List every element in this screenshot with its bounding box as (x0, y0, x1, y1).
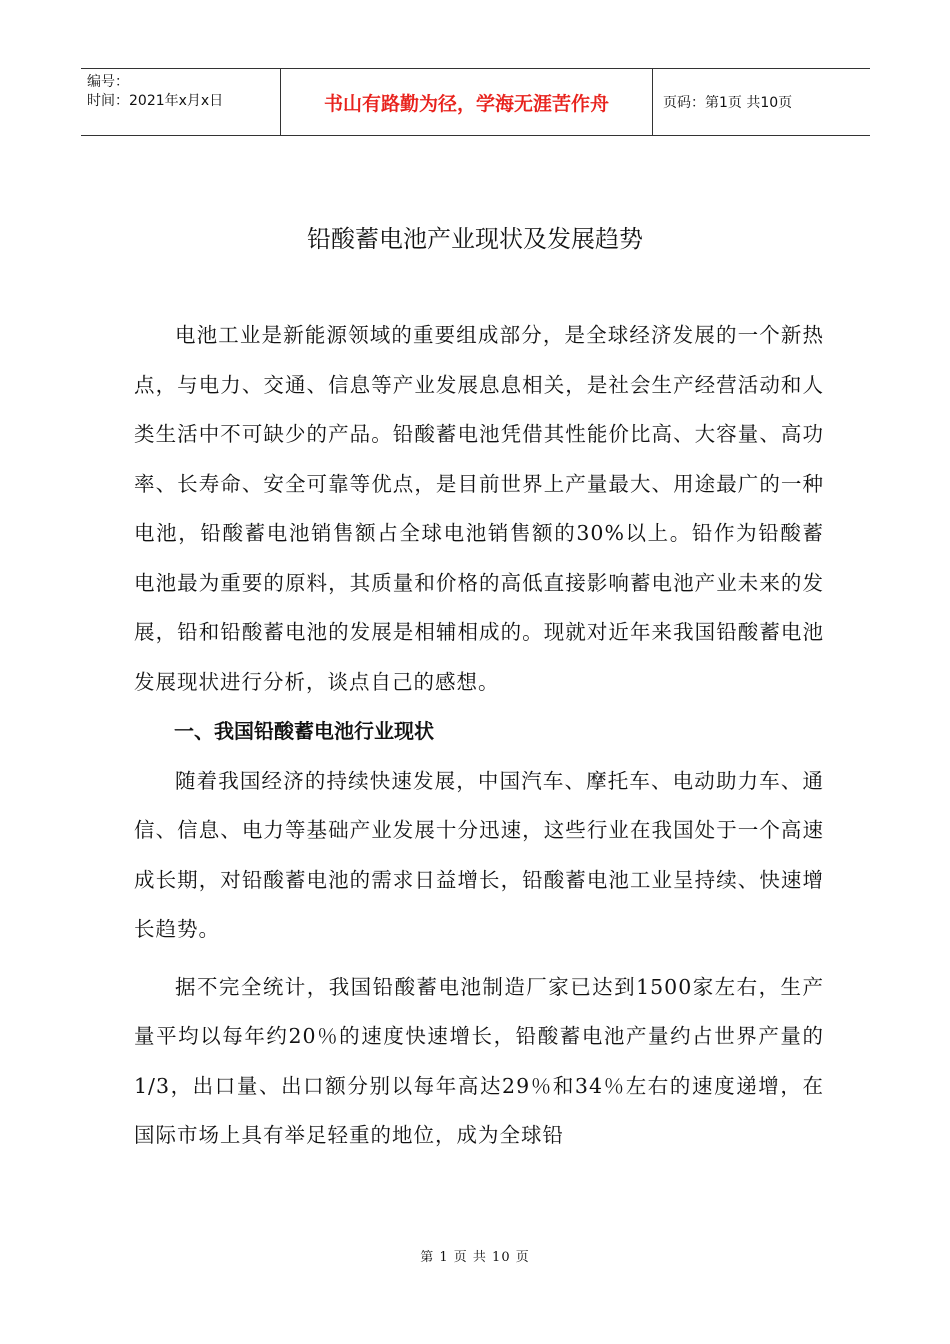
paragraph-industry-growth: 随着我国经济的持续快速发展，中国汽车、摩托车、电动助力车、通信、信息、电力等基础产业发展十分迅速，这些行业在我国处于一个高速成长期，对铅酸蓄电池的需求日益增长，铅酸蓄电池工业呈持续、快速增长趋势。 (134, 768, 824, 941)
header-motto: 书山有路勤为径，学海无涯苦作舟 (281, 69, 653, 135)
date-line: 时间：2021年x月x日 (87, 93, 224, 109)
document-header (81, 68, 870, 136)
page-footer: 第 1 页 共 10 页 (420, 1250, 530, 1265)
header-page-info: 页码：第1页 共10页 (663, 95, 793, 111)
header-meta-cell (81, 69, 281, 135)
number-label: 编号： (87, 74, 129, 90)
document-title: 铅酸蓄电池产业现状及发展趋势 (307, 225, 643, 253)
paragraph-statistics: 据不完全统计，我国铅酸蓄电池制造厂家已达到1500家左右，生产量平均以每年约20％的速度快速增长，铅酸蓄电池产量约占世界产量的1/3，出口量、出口额分别以每年高达29％和34％左右的速度递增，在国际市场上具有举足轻重的地位，成为全球铅 (134, 974, 824, 1147)
document-body (134, 311, 824, 1161)
paragraph-intro: 电池工业是新能源领域的重要组成部分，是全球经济发展的一个新热点，与电力、交通、信息等产业发展息息相关，是社会生产经营活动和人类生活中不可缺少的产品。铅酸蓄电池凭借其性能价比高、大容量、高功率、长寿命、安全可靠等优点，是目前世界上产量最大、用途最广的一种电池，铅酸蓄电池销售额占全球电池销售额的30%以上。铅作为铅酸蓄电池最为重要的原料，其质量和价格的高低直接影响蓄电池产业未来的发展，铅和铅酸蓄电池的发展是相辅相成的。现就对近年来我国铅酸蓄电池发展现状进行分析，谈点自己的感想。 (134, 323, 824, 694)
section-heading-1: 一、我国铅酸蓄电池行业现状 (174, 719, 434, 743)
